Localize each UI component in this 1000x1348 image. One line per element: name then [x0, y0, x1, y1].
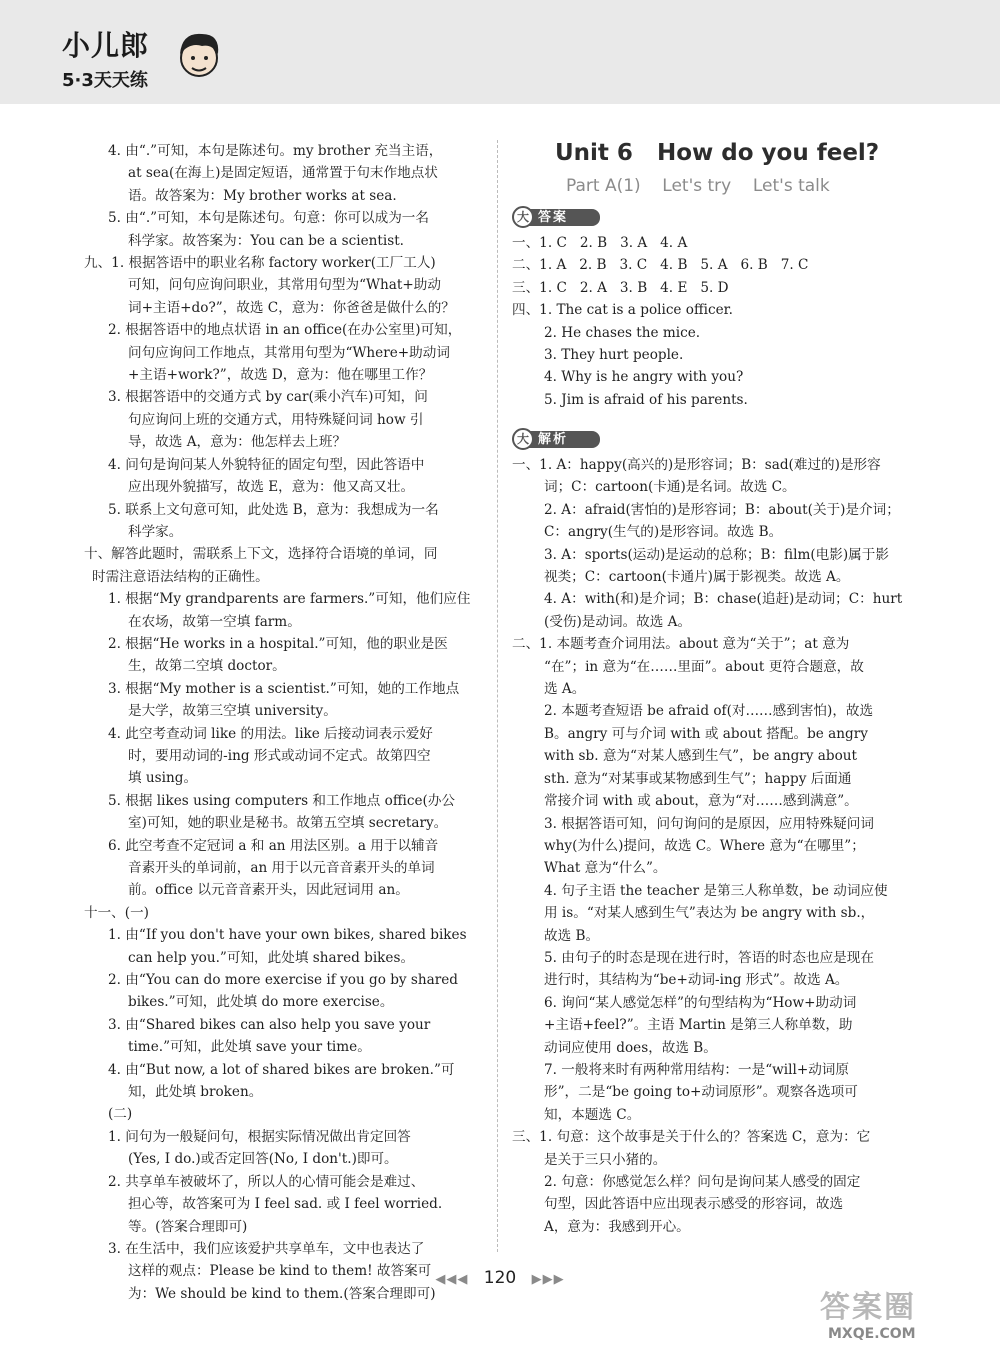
text-line: 二、1. 本题考查介词用法。about 意为“关于”；at 意为: [512, 636, 850, 653]
text-line: 3. 根据答语可知，问句询问的是原因，应用特殊疑问词: [544, 815, 874, 832]
analysis-label: 解析: [538, 432, 569, 447]
text-line: 填 using。: [128, 770, 198, 787]
text-line: 这样的观点：Please be kind to them! 故答案可: [128, 1263, 432, 1280]
text-line: 3. A：sports(运动)是运动的总称；B：film(电影)属于影: [544, 546, 889, 563]
header-bar: [0, 0, 1000, 104]
text-line: What 意为“什么”。: [544, 860, 667, 877]
text-line: with sb. 意为“对某人感到生气”，be angry about: [544, 748, 858, 765]
text-line: 1. 问句为一般疑问句，根据实际情况做出肯定回答: [108, 1128, 411, 1145]
text-line: bikes.”可知，此处填 do more exercise。: [128, 994, 394, 1011]
text-line: 语。故答案为：My brother works at sea.: [128, 187, 397, 204]
text-line: 常接介词 with 或 about，意为“对……感到满意”。: [544, 793, 858, 810]
text-line: 前。office 以元音音素开头，因此冠词用 an。: [128, 882, 409, 899]
text-line: 四、1. The cat is a police officer.: [512, 302, 733, 319]
text-line: 3. 由“Shared bikes can also help you save your: [108, 1016, 431, 1033]
prev-arrows-icon: ◀◀◀: [435, 1272, 469, 1287]
text-line: 3. They hurt people.: [544, 347, 684, 364]
text-line: 6. 询问“某人感觉怎样”的句型结构为“How+助动词: [544, 994, 857, 1011]
watermark-url: MXQE.COM: [828, 1326, 916, 1342]
text-line: 3. 根据答语中的交通方式 by car(乘小汽车)可知，问: [108, 389, 428, 406]
text-line: 3. 在生活中，我们应该爱护共享单车，文中也表达了: [108, 1240, 425, 1257]
text-line: 6. 此空考查不定冠词 a 和 an 用法区别。a 用于以辅音: [108, 837, 439, 854]
text-line: 5. 联系上文句意可知，此处选 B，意为：我想成为一名: [108, 501, 439, 518]
text-line: 是大学，故第三空填 university。: [128, 703, 337, 720]
text-line: 担心等，故答案可为 I feel sad. 或 I feel worried.: [128, 1196, 443, 1213]
text-line: 句型，因此答语中应出现表示感受的形容词，故选: [544, 1196, 844, 1213]
text-line: 词；C：cartoon(卡通)是名词。故选 C。: [544, 479, 796, 496]
text-line: 一、1. A：happy(高兴的)是形容词；B：sad(难过的)是形容: [512, 457, 881, 473]
text-line: 故选 B。: [544, 927, 600, 944]
text-line: 十、解答此题时，需联系上下文，选择符合语境的单词，同: [84, 546, 438, 563]
text-line: 用 is。“对某人感到生气”表达为 be angry with sb.，: [544, 905, 875, 922]
text-line: 2. 根据答语中的地点状语 in an office(在办公室里)可知，: [108, 322, 462, 339]
text-line: 二、1. A 2. B 3. C 4. B 5. A 6. B 7. C: [512, 257, 809, 274]
text-line: 5. 由“.”可知，本句是陈述句。句意：你可以成为一名: [108, 210, 429, 227]
text-line: 2. He chases the mice.: [544, 324, 701, 341]
text-line: 形”，二是“be going to+动词原形”。观察各选项可: [544, 1084, 858, 1101]
text-line: 2. 共享单车被破坏了，所以人的心情可能会是难过、: [108, 1173, 425, 1190]
text-line: 3. 根据“My mother is a scientist.”可知，她的工作地点: [108, 680, 460, 697]
text-line: +主语+work?”，故选 D，意为：他在哪里工作？: [128, 367, 433, 384]
text-line: 科学家。: [128, 523, 183, 540]
column-divider: [497, 140, 498, 1252]
text-line: 为：We should be kind to them.(答案合理即可): [128, 1285, 436, 1302]
key-icon: [512, 206, 534, 228]
page-number: 120: [483, 1268, 517, 1288]
answers-tag: [512, 206, 604, 228]
text-line: 2. 由“You can do more exercise if you go by shared: [108, 972, 459, 989]
boy-mascot-icon: [168, 24, 230, 86]
svg-text:大: 大: [516, 210, 530, 224]
answers-list: [512, 232, 920, 411]
text-line: 2. A：afraid(害怕的)是形容词；B：about(关于)是介词；: [544, 501, 900, 518]
text-line: 进行时，其结构为“be+动词-ing 形式”。故选 A。: [544, 972, 849, 989]
text-line: 问句应询问工作地点，其常用句型为“Where+助动词: [128, 344, 450, 361]
analysis-list: [512, 454, 920, 1238]
key-icon: [512, 428, 534, 450]
text-line: C：angry(生气的)是形容词。故选 B。: [544, 524, 783, 541]
text-line: +主语+feel?”。主语 Martin 是第三人称单数，助: [544, 1017, 853, 1034]
text-line: 4. 由“But now, a lot of shared bikes are broken.”可: [108, 1061, 455, 1078]
text-line: 三、1. 句意：这个故事是关于什么的？答案选 C，意为：它: [512, 1129, 871, 1146]
text-line: 5. Jim is afraid of his parents.: [544, 391, 748, 408]
text-line: 一、1. C 2. B 3. A 4. A: [512, 235, 688, 251]
analysis-tag: [512, 428, 604, 450]
text-line: time.”可知，此处填 save your time。: [128, 1039, 371, 1056]
text-line: 室)可知，她的职业是秘书。故第五空填 secretary。: [128, 815, 448, 832]
text-line: 5. 根据 likes using computers 和工作地点 office(办公: [108, 792, 456, 809]
text-line: 句应询问上班的交通方式，用特殊疑问词 how 引: [128, 411, 424, 428]
text-line: (二): [108, 1106, 133, 1123]
text-line: 动词应使用 does，故选 B。: [544, 1039, 717, 1056]
text-line: 词+主语+do?”，故选 C，意为：你爸爸是做什么的？: [128, 299, 455, 316]
text-line: 音素开头的单词前，an 用于以元音音素开头的单词: [128, 860, 435, 876]
text-line: 1. 根据“My grandparents are farmers.”可知，他们应住: [108, 591, 471, 608]
text-line: B。angry 可与介词 with 或 about 搭配。be angry: [544, 725, 868, 742]
text-line: 应出现外貌描写，故选 E，意为：他又高又壮。: [128, 479, 415, 496]
text-line: 九、1. 根据答语中的职业名称 factory worker(工厂工人): [84, 255, 436, 272]
text-line: at sea(在海上)是固定短语，通常置于句末作地点状: [128, 165, 438, 182]
left-column: [84, 140, 494, 1305]
text-line: A，意为：我感到开心。: [544, 1218, 690, 1235]
text-line: can help you.”可知，此处填 shared bikes。: [128, 949, 415, 966]
text-line: 可知，问句应询问职业，其常用句型为“What+助动: [128, 277, 441, 294]
text-line: 科学家。故答案为：You can be a scientist.: [128, 232, 404, 249]
text-line: 是关于三只小猪的。: [544, 1151, 667, 1168]
svg-text:大: 大: [516, 432, 530, 446]
next-arrows-icon: ▶▶▶: [531, 1272, 565, 1287]
unit-title: Unit 6 How do you feel?: [555, 140, 880, 166]
text-line: 视类；C：cartoon(卡通片)属于影视类。故选 A。: [544, 569, 850, 586]
text-line: 7. 一般将来时有两种常用结构：一是“will+动词原: [544, 1061, 849, 1078]
logo-title: 小儿郎: [62, 29, 150, 62]
text-line: 2. 根据“He works in a hospital.”可知，他的职业是医: [108, 635, 448, 652]
logo-subtitle: 5·3天天练: [62, 70, 148, 91]
text-line: why(为什么)提问，故选 C。Where 意为“在哪里”；: [544, 837, 865, 854]
text-line: sth. 意为“对某事或某物感到生气”；happy 后面通: [544, 770, 852, 787]
unit-subtitle: Part A(1) Let's try Let's talk: [566, 176, 830, 196]
text-line: 4. 句子主语 the teacher 是第三人称单数，be 动词应使: [544, 882, 888, 899]
text-line: 在农场，故第一空填 farm。: [128, 613, 301, 630]
watermark-title: 答案圈: [820, 1290, 916, 1325]
text-line: 十一、(一): [84, 904, 149, 921]
watermark: [820, 1282, 990, 1344]
text-line: 等。(答案合理即可): [128, 1218, 248, 1235]
answers-label: 答案: [538, 210, 569, 225]
text-line: 4. 由“.”可知，本句是陈述句。my brother 充当主语，: [108, 143, 443, 159]
text-line: (受伤)是动词。故选 A。: [544, 613, 692, 630]
text-line: 生，故第二空填 doctor。: [128, 658, 286, 675]
text-line: “在”；in 意为“在……里面”。about 更符合题意，故: [544, 658, 864, 675]
text-line: 5. 由句子的时态是现在进行时，答语的时态也应是现在: [544, 949, 874, 966]
text-line: 导，故选 A，意为：他怎样去上班？: [128, 434, 347, 451]
text-line: 4. 此空考查动词 like 的用法。like 后接动词表示爱好: [108, 725, 433, 742]
text-line: 4. Why is he angry with you?: [544, 369, 744, 386]
text-line: 时需注意语法结构的正确性。: [92, 568, 269, 585]
text-line: 2. 本题考查短语 be afraid of(对……感到害怕)，故选: [544, 703, 874, 720]
text-line: 选 A。: [544, 681, 586, 698]
text-line: 时，要用动词的-ing 形式或动词不定式。故第四空: [128, 747, 431, 764]
text-line: 2. 句意：你感觉怎么样？问句是询问某人感受的固定: [544, 1174, 861, 1190]
text-line: 知，此处填 broken。: [128, 1084, 263, 1101]
text-line: 1. 由“If you don't have your own bikes, shared bikes: [108, 927, 467, 944]
text-line: (Yes, I do.)或否定回答(No, I don't.)即可。: [128, 1151, 398, 1168]
text-line: 三、1. C 2. A 3. B 4. E 5. D: [512, 279, 729, 296]
text-line: 知，本题选 C。: [544, 1106, 641, 1123]
text-line: 4. 问句是询问某人外貌特征的固定句型，因此答语中: [108, 456, 425, 473]
text-line: 4. A：with(和)是介词；B：chase(追赶)是动词；C：hurt: [544, 591, 903, 608]
